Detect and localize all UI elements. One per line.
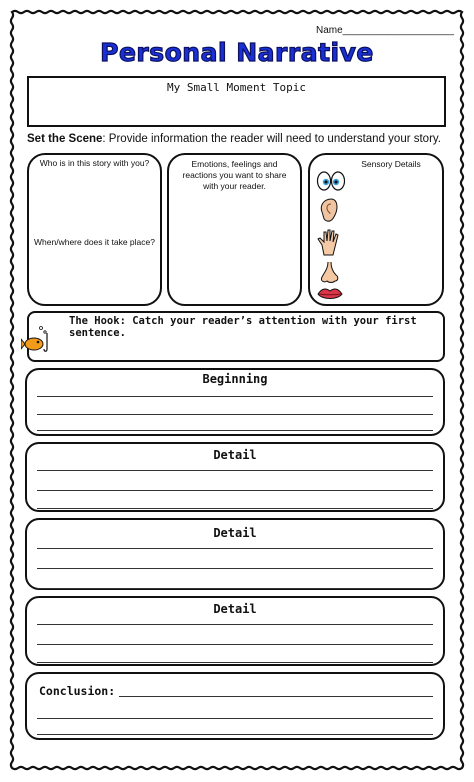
who-prompt: Who is in this story with you? <box>39 158 150 168</box>
detail-box-2[interactable] <box>25 518 445 590</box>
topic-box[interactable] <box>27 76 446 127</box>
topic-label: My Small Moment Topic <box>166 81 307 94</box>
scene-heading: Set the Scene <box>27 133 103 145</box>
detail-box-1[interactable] <box>25 442 445 512</box>
beginning-box[interactable] <box>25 368 445 436</box>
detail-heading-1: Detail <box>213 448 257 462</box>
emotions-box[interactable] <box>167 153 302 306</box>
detail-heading-3: Detail <box>213 602 257 616</box>
conclusion-box[interactable] <box>25 672 445 740</box>
hook-box[interactable] <box>27 311 445 362</box>
lips-icon <box>316 286 344 302</box>
hook-label: The Hook: Catch your reader’s attention with your first sentence. <box>69 315 417 339</box>
when-prompt: When/where does it take place? <box>34 237 155 247</box>
ear-icon <box>318 197 340 223</box>
nose-icon <box>318 261 340 285</box>
sensory-label: Sensory Details <box>361 159 421 169</box>
hand-icon <box>316 229 342 257</box>
eyes-icon <box>316 169 346 193</box>
scene-text: : Provide information the reader will need to understand your story. <box>102 133 441 145</box>
set-the-scene-instruction <box>27 133 441 145</box>
name-field[interactable]: Name____________________ <box>316 25 454 36</box>
detail-box-3[interactable] <box>25 596 445 666</box>
conclusion-label: Conclusion: <box>39 684 116 698</box>
sensory-box[interactable] <box>308 153 444 306</box>
beginning-heading: Beginning <box>202 372 268 386</box>
page-title: Personal Narrative <box>100 38 374 67</box>
fish-icon <box>21 325 57 355</box>
detail-heading-2: Detail <box>213 526 257 540</box>
who-when-box[interactable] <box>27 153 162 306</box>
emotions-prompt: Emotions, feelings and reactions you want to share with your reader. <box>182 159 287 191</box>
